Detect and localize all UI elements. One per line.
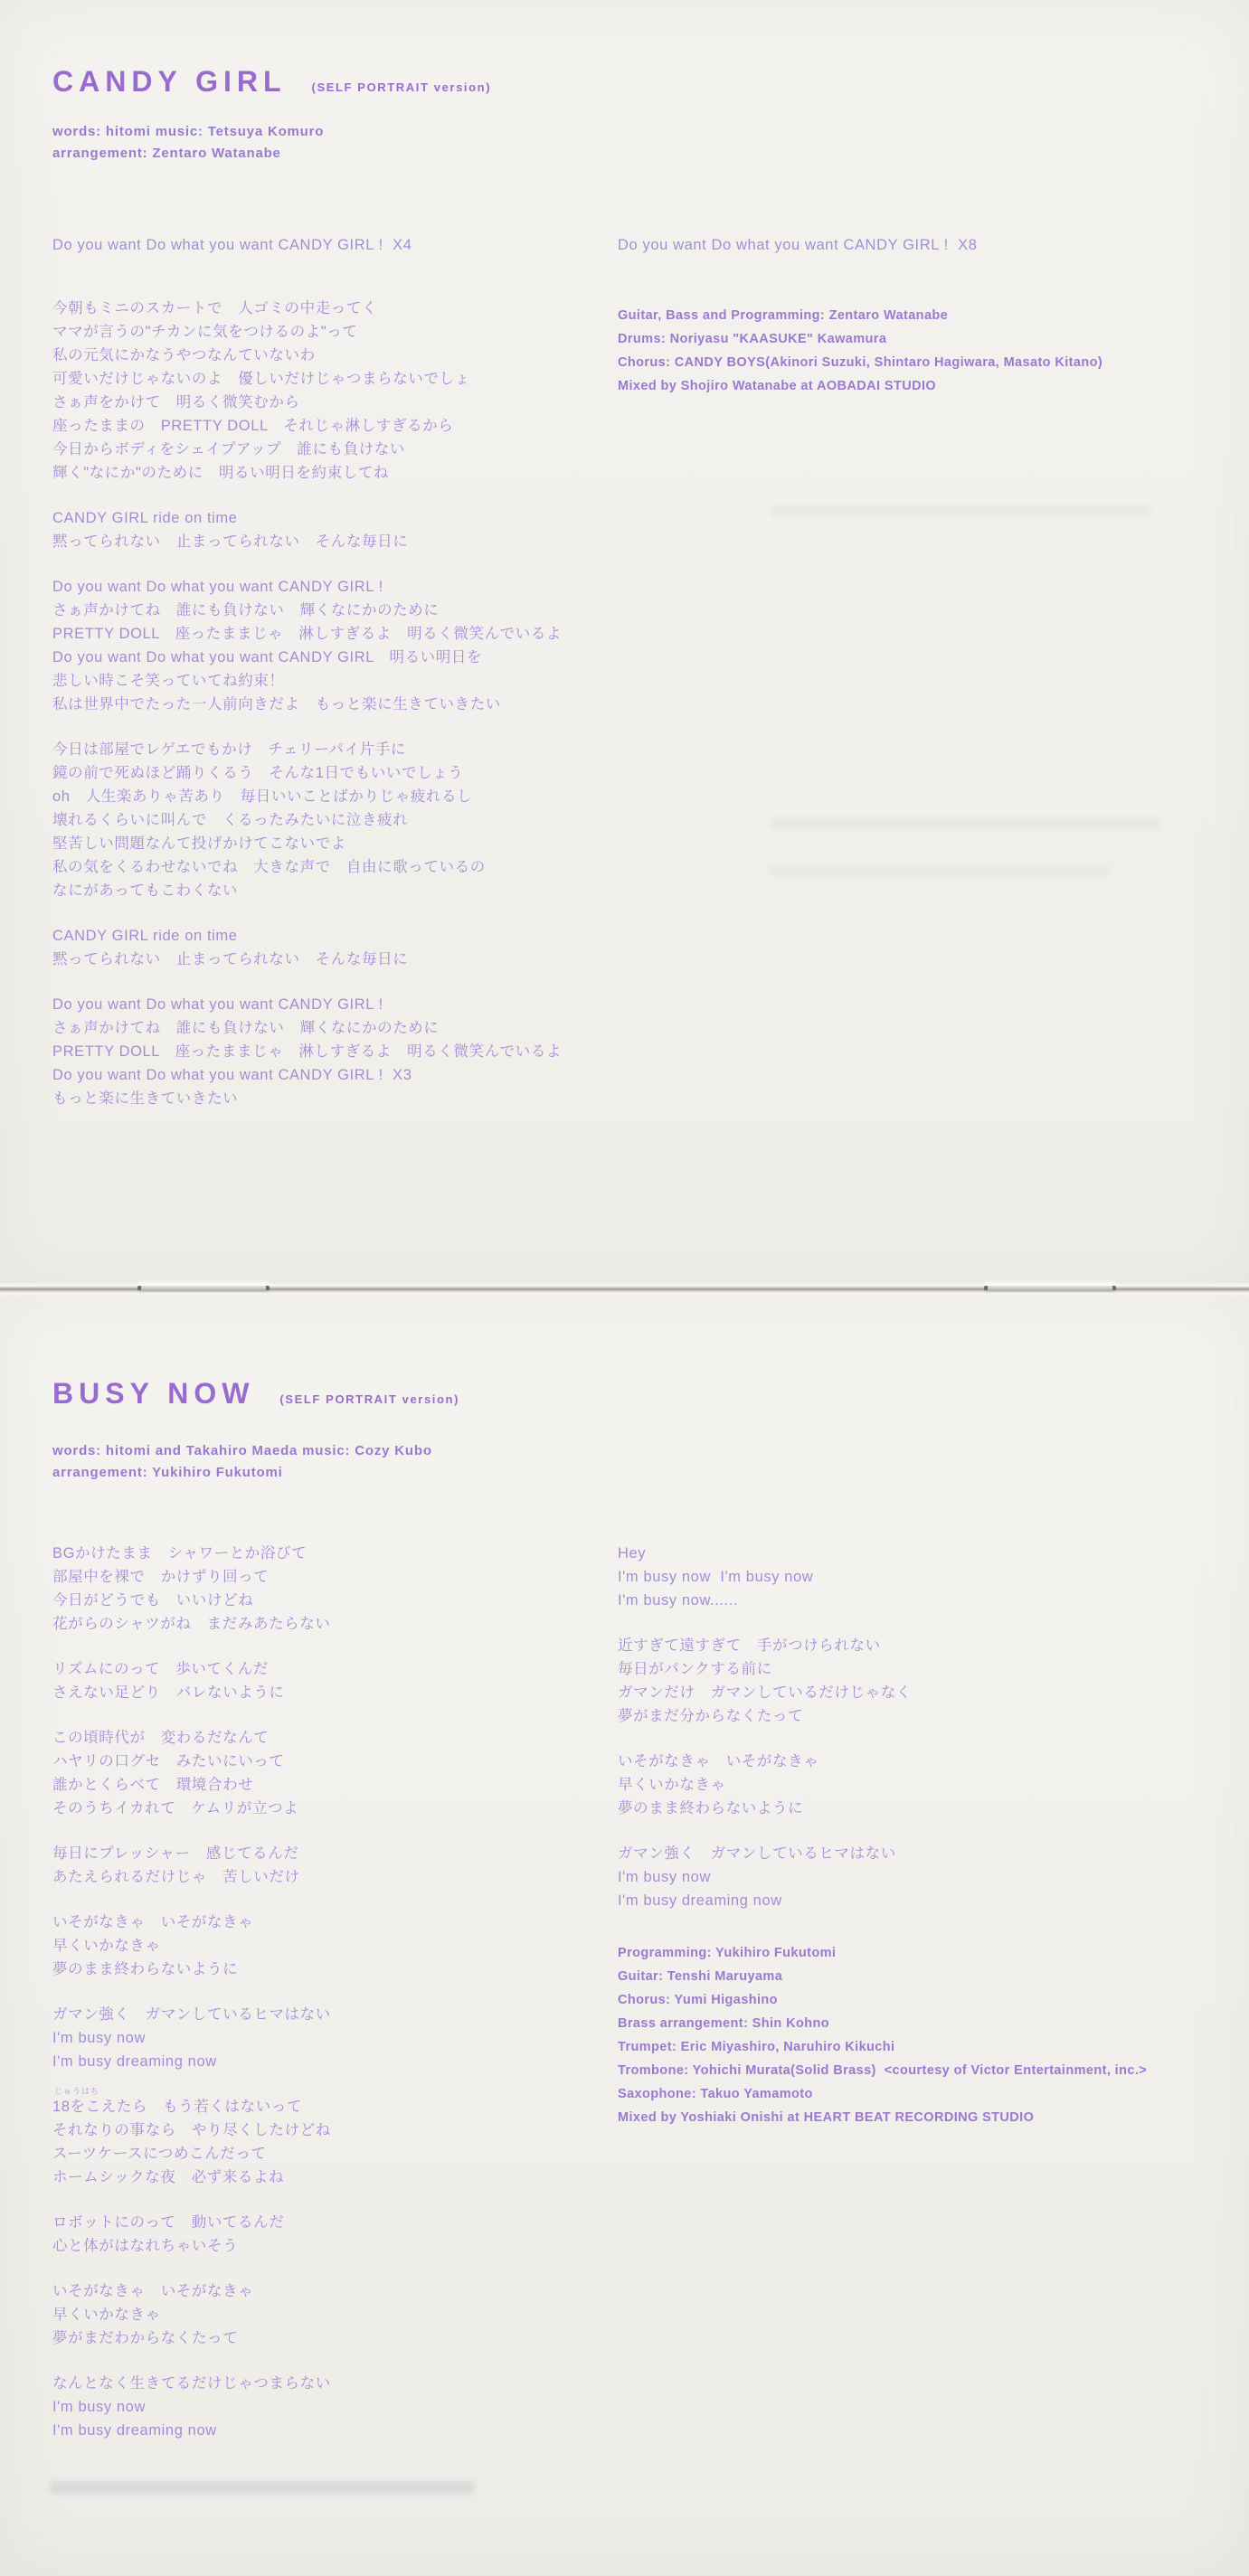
- lyrics-block: [618, 233, 1244, 257]
- lyric-line: I'm busy dreaming now: [618, 1892, 782, 1909]
- lyric-line: CANDY GIRL ride on time: [52, 510, 238, 526]
- lyric-line: 夢がまだわからなくたって: [52, 2330, 239, 2346]
- lyrics-block: [52, 575, 609, 716]
- lyrics-block: [618, 1634, 1244, 1728]
- lyric-line: ロボットにのって 動いてるんだ: [52, 2214, 285, 2231]
- lyric-line: 黙ってられない 止まってられない そんな毎日に: [52, 533, 409, 550]
- lyrics-block: [52, 1542, 609, 1636]
- lyrics-block: [52, 2003, 609, 2073]
- lyric-line: BGかけたまま シャワーとか浴びて: [52, 1545, 308, 1562]
- lyric-line: 壊れるくらいに叫んで くるったみたいに泣き疲れ: [52, 812, 409, 828]
- lyric-line: 鏡の前で死ぬほど踊りくるう そんな1日でもいいでしょう: [52, 765, 464, 781]
- candy-girl-lyrics-column-left: [52, 233, 609, 1132]
- lyrics-block: [52, 506, 609, 553]
- lyric-line: 可愛いだけじゃないのよ 優しいだけじゃつまらないでしょ: [52, 371, 470, 387]
- lyric-line: なにがあってもこわくない: [52, 882, 239, 899]
- lyric-line: Drums: Noriyasu "KAASUKE" Kawamura: [618, 332, 887, 346]
- lyric-line: Trumpet: Eric Miyashiro, Naruhiro Kikuchi: [618, 2040, 895, 2054]
- lyrics-block: [52, 1657, 609, 1704]
- lyrics-block: [52, 2372, 609, 2442]
- panel-candy-girl: [0, 0, 1249, 1283]
- lyric-line: スーツケースにつめこんだって: [52, 2146, 267, 2162]
- writer-line: arrangement: Yukihiro Fukutomi: [52, 1465, 283, 1480]
- lyric-line: 18をこえたら もう若くはないって: [52, 2099, 303, 2115]
- lyric-line: ガマン強く ガマンしているヒマはない: [618, 1845, 896, 1862]
- lyric-line: Chorus: CANDY BOYS(Akinori Suzuki, Shintaro Hagiwara, Masato Kitano): [618, 355, 1103, 370]
- lyric-line: 私の気をくるわせないでね 大きな声で 自由に歌っているの: [52, 859, 486, 875]
- lyric-line: 早くいかなきゃ: [618, 1777, 726, 1793]
- busy-now-lyrics-column-right: [618, 1542, 1244, 2129]
- lyric-line: I'm busy now: [52, 2030, 146, 2046]
- lyric-line: 毎日がパンクする前に: [618, 1661, 772, 1677]
- song-title-candy-girl: CANDY GIRL: [52, 65, 287, 98]
- lyric-line: Mixed by Yoshiaki Onishi at HEART BEAT RECORDING STUDIO: [618, 2110, 1035, 2125]
- lyric-line: ホームシックな夜 必ず来るよね: [52, 2169, 285, 2185]
- lyric-line: この頃時代が 変わるだなんて: [52, 1730, 270, 1746]
- lyrics-block: [618, 1750, 1244, 1820]
- lyric-line: 誰かとくらべて 環境合わせ: [52, 1777, 254, 1793]
- showthrough-ghost: [771, 506, 1150, 516]
- lyric-line: 今日は部屋でレゲエでもかけ チェリーパイ片手に: [52, 741, 406, 758]
- lyric-line: リズムにのって 歩いてくんだ: [52, 1661, 269, 1677]
- song-subtitle-candy-girl: (SELF PORTRAIT version): [311, 80, 492, 94]
- lyric-line: もっと楽に生きていきたい: [52, 1090, 239, 1107]
- lyric-line: 毎日にプレッシャー 感じてるんだ: [52, 1845, 299, 1862]
- lyric-line: ママが言うの"チカンに気をつけるのよ"って: [52, 324, 358, 340]
- lyric-line: Hey: [618, 1545, 647, 1562]
- lyric-line: Do you want Do what you want CANDY GIRL !: [52, 579, 383, 595]
- staple-left: [137, 1286, 270, 1290]
- lyric-line: Do you want Do what you want CANDY GIRL ! X4: [52, 237, 412, 253]
- lyric-line: Do you want Do what you want CANDY GIRL 明るい明日を: [52, 649, 483, 665]
- song-title-busy-now: BUSY NOW: [52, 1377, 255, 1410]
- lyric-line: そのうちイカれて ケムリが立つよ: [52, 1800, 299, 1816]
- lyrics-block: [618, 1842, 1244, 1912]
- lyrics-block: [52, 993, 609, 1110]
- lyric-line: それなりの事なら やり尽くしたけどね: [52, 2122, 331, 2138]
- lyrics-block: [618, 1542, 1244, 1612]
- lyric-line: いそがなきゃ いそがなきゃ: [52, 2283, 254, 2299]
- panel-busy-now: [0, 1296, 1249, 2576]
- lyric-line: いそがなきゃ いそがなきゃ: [52, 1914, 254, 1930]
- lyric-line: 座ったままの PRETTY DOLL それじゃ淋しすぎるから: [52, 418, 454, 434]
- showthrough-ghost: [50, 2481, 475, 2494]
- lyric-line: 輝く"なにか"のために 明るい明日を約束してね: [52, 465, 390, 481]
- writer-credits-busy-now: [52, 1440, 432, 1484]
- writer-credits-candy-girl: [52, 121, 324, 165]
- lyrics-block: [52, 2087, 609, 2189]
- lyric-line: Saxophone: Takuo Yamamoto: [618, 2087, 813, 2101]
- candy-girl-lyrics-column-right: [618, 233, 1244, 398]
- lyric-line: さぁ声かけてね 誰にも負けない 輝くなにかのために: [52, 1020, 440, 1036]
- lyric-line: 今日からボディをシェイプアップ 誰にも負けない: [52, 441, 405, 458]
- lyrics-block: [52, 233, 609, 257]
- lyric-line: Brass arrangement: Shin Kohno: [618, 2016, 829, 2031]
- lyric-line: oh 人生楽ありゃ苦あり 毎日いいことばかりじゃ疲れるし: [52, 788, 473, 805]
- lyric-line: ガマンだけ ガマンしているだけじゃなく: [618, 1684, 912, 1701]
- lyric-line: Do you want Do what you want CANDY GIRL !: [52, 996, 383, 1013]
- lyric-line: 心と体がはなれちゃいそう: [52, 2238, 239, 2254]
- busy-now-lyrics-column-left: [52, 1542, 609, 2464]
- lyric-line: さぁ声をかけて 明るく微笑むから: [52, 394, 300, 410]
- candy-girl-header: [52, 65, 491, 99]
- lyric-line: いそがなきゃ いそがなきゃ: [618, 1753, 819, 1769]
- lyric-line: 私は世界中でたった一人前向きだよ もっと楽に生きていきたい: [52, 696, 501, 712]
- lyrics-block: [52, 297, 609, 485]
- lyric-line: Trombone: Yohichi Murata(Solid Brass) <courtesy of Victor Entertainment, inc.>: [618, 2063, 1148, 2078]
- lyric-line: PRETTY DOLL 座ったままじゃ 淋しすぎるよ 明るく微笑んでいるよ: [52, 1043, 563, 1060]
- furigana-18: じゅうはち: [54, 2087, 100, 2096]
- lyric-line: I'm busy dreaming now: [52, 2422, 217, 2439]
- lyric-line: さえない足どり バレないように: [52, 1684, 285, 1701]
- seam-fold: [0, 1283, 1249, 1296]
- lyrics-block: [52, 1842, 609, 1889]
- lyric-line: I'm busy now: [52, 2399, 146, 2415]
- lyric-line: 近すぎて遠すぎて 手がつけられない: [618, 1637, 881, 1654]
- lyric-line: Guitar: Tenshi Maruyama: [618, 1969, 783, 1984]
- lyrics-block: [52, 2279, 609, 2350]
- lyrics-block: [52, 738, 609, 902]
- writer-line: words: hitomi music: Tetsuya Komuro: [52, 124, 325, 139]
- lyric-line: なんとなく生きてるだけじゃつまらない: [52, 2375, 331, 2392]
- showthrough-ghost: [771, 866, 1110, 876]
- staple-right: [984, 1286, 1116, 1290]
- lyric-line: 早くいかなきゃ: [52, 2307, 161, 2323]
- lyric-line: 部屋中を裸で かけずり回って: [52, 1569, 270, 1585]
- lyrics-block: [52, 1911, 609, 1981]
- lyrics-block: [52, 2211, 609, 2258]
- lyric-line: 今朝もミニのスカートで 人ゴミの中走ってく: [52, 300, 378, 316]
- writer-line: arrangement: Zentaro Watanabe: [52, 146, 281, 161]
- lyric-line: PRETTY DOLL 座ったままじゃ 淋しすぎるよ 明るく微笑んでいるよ: [52, 626, 563, 642]
- lyric-line: Do you want Do what you want CANDY GIRL ! X8: [618, 237, 978, 253]
- lyric-line: 夢のまま終わらないように: [618, 1800, 804, 1816]
- lyrics-block: [52, 1726, 609, 1820]
- lyric-line: ハヤリの口グセ みたいにいって: [52, 1753, 285, 1769]
- lyric-line: I'm busy now......: [618, 1592, 739, 1609]
- lyric-line: Mixed by Shojiro Watanabe at AOBADAI STUDIO: [618, 379, 937, 393]
- lyric-line: 夢がまだ分からなくたって: [618, 1708, 804, 1724]
- lyric-line: Programming: Yukihiro Fukutomi: [618, 1946, 837, 1960]
- lyric-line: Guitar, Bass and Programming: Zentaro Watanabe: [618, 308, 949, 323]
- lyric-line: あたえられるだけじゃ 苦しいだけ: [52, 1869, 300, 1885]
- lyric-line: 黙ってられない 止まってられない そんな毎日に: [52, 951, 409, 967]
- song-subtitle-busy-now: (SELF PORTRAIT version): [279, 1392, 460, 1406]
- musician-credits-busy-now: [618, 1941, 1244, 2129]
- lyric-line: CANDY GIRL ride on time: [52, 928, 238, 944]
- lyric-line: 私の元気にかなうやつなんていないわ: [52, 347, 316, 363]
- busy-now-header: [52, 1377, 459, 1411]
- lyric-line: Chorus: Yumi Higashino: [618, 1993, 778, 2007]
- lyrics-block: [52, 924, 609, 971]
- lyric-line: 堅苦しい問題なんて投げかけてこないでよ: [52, 835, 346, 852]
- lyric-line: 夢のまま終わらないように: [52, 1961, 239, 1977]
- lyric-line: I'm busy now: [618, 1869, 711, 1885]
- lyric-line: 花がらのシャツがね まだみあたらない: [52, 1616, 331, 1632]
- lyric-line: 早くいかなきゃ: [52, 1938, 161, 1954]
- lyric-line: Do you want Do what you want CANDY GIRL ! X3: [52, 1067, 412, 1083]
- musician-credits-candy-girl: [618, 304, 1244, 398]
- lyric-line: I'm busy now I'm busy now: [618, 1569, 814, 1585]
- showthrough-ghost: [771, 818, 1159, 828]
- lyric-line: 今日がどうでも いいけどね: [52, 1592, 254, 1609]
- writer-line: words: hitomi and Takahiro Maeda music: Cozy Kubo: [52, 1443, 432, 1458]
- lyric-line: I'm busy dreaming now: [52, 2053, 217, 2070]
- lyric-line: 悲しい時こそ笑っていてね約束！: [52, 673, 285, 689]
- lyric-line: さぁ声かけてね 誰にも負けない 輝くなにかのために: [52, 602, 440, 618]
- lyric-line: ガマン強く ガマンしているヒマはない: [52, 2006, 331, 2023]
